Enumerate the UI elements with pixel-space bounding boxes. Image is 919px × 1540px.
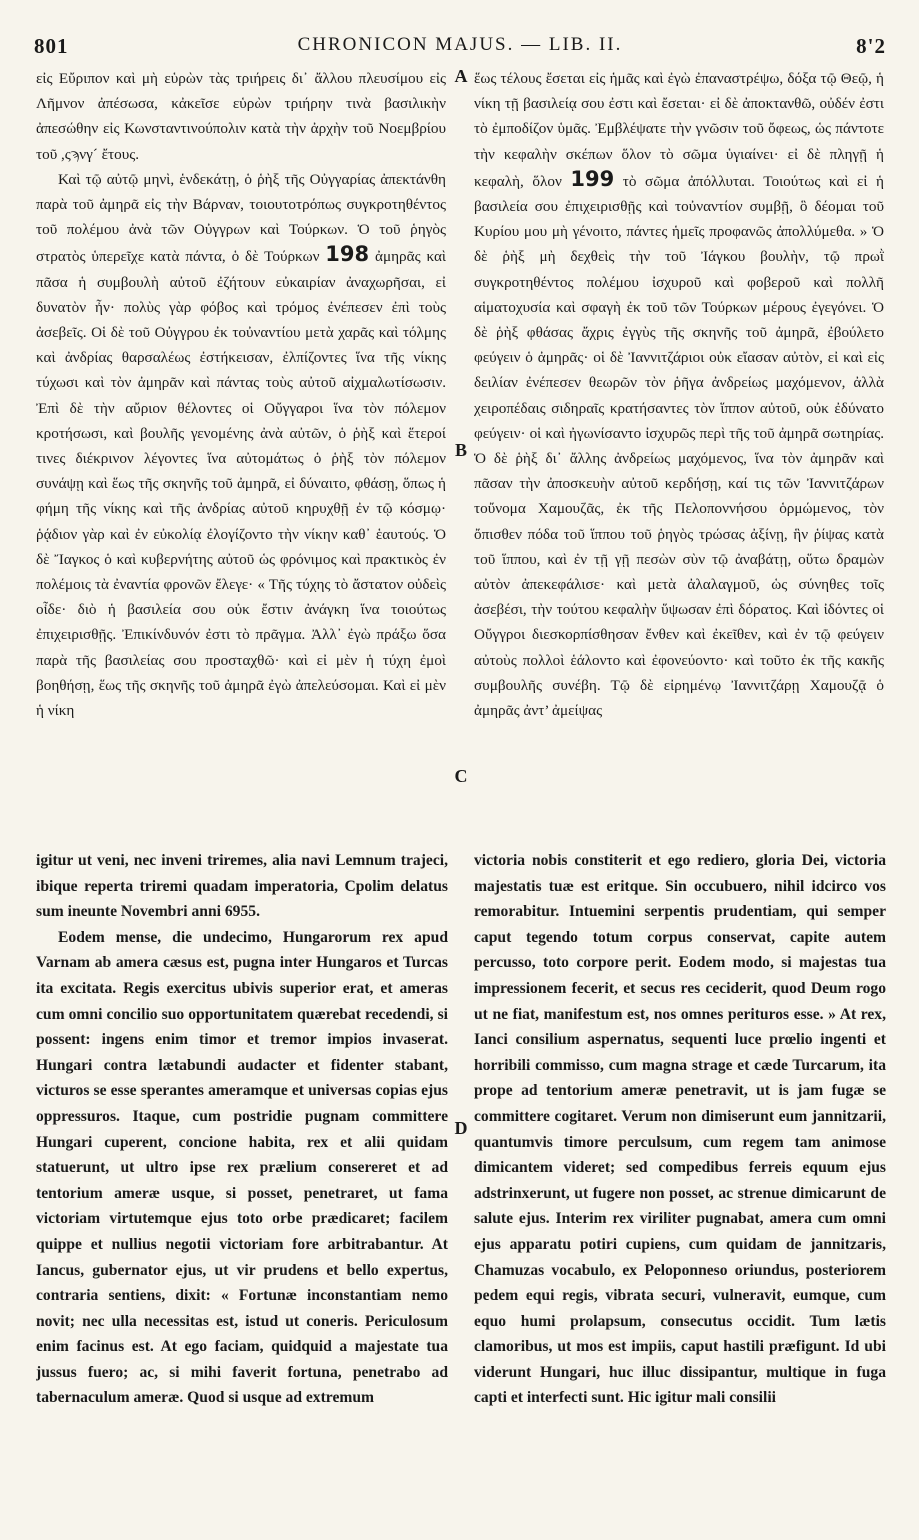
- greek-text: Καὶ τῷ αὐτῷ μηνὶ, ἑνδεκάτῃ, ὁ ῥὴξ τῆς Οὐγγαρίας ἀπεκτάνθη παρὰ τοῦ ἀμηρᾶ εἰς τὴν Βάρναν, τοιουτοτρόπως συγκροτηθέντος τοῦ πολέμου ἀνὰ τῶν Οὐγγρων καὶ Τούρκων. Ὁ τοῦ ῥηγὸς στρατὸς ὑπερεῖχε κατὰ πάντα, ὁ δὲ Τούρκων: [36, 170, 446, 266]
- greek-text: ἀμηρᾶς καὶ πᾶσα ἡ συμβουλὴ αὐτοῦ ἐζήτουν εὐκαιρίαν ἀναχωρῆσαι, εἰ δυνατὸν ἦν· πολὺς γὰρ φόβος καὶ τρόμος ἐνέπεσεν ἐπὶ τοὺς ἀσεβεῖς. Οἱ δὲ τοῦ Οὐγγρου ἐκ τοὐναντίου μετὰ χαρᾶς καὶ τόλμης καὶ ἀνδρίας θαρσαλέως ἐστήκεισαν, ἐλπίζοντες ἵνα τῆς νίκης τύχωσι καὶ τὸν ἀμηρᾶν καὶ πάντας τοὺς αὐτοῦ αἰχμαλωτίσωσιν. Ἐπὶ δὲ τὴν αὔριον θέλοντες οἱ Οὔγγαροι ἵνα τὸν πόλεμον κροτήσωσι, καὶ βουλῆς γενομένης ἀνὰ αὐτῶν, ὁ ῥὴξ καὶ ἕτεροί τινες διέκρινον λέγοντες ἵνα αὐτομάτως ὁ ῥὴξ τὸν πόλεμον συνάψῃ καὶ ἕως τῆς σκηνῆς τοῦ ἀμηρᾶ, εἰ δύναιτο, φθάσῃ, ὅπως ἡ φήμη τῆς νίκης καὶ τῆς ἀνδρίας αὐτοῦ κηρυχθῇ ἐν τῷ κόσμῳ· ῥᾴδιον γὰρ καὶ ἐν εὐκολίᾳ ἐλογίζοντο τὴν νίκην καθ᾽ ἑαυτούς. Ὁ δὲ Ἴαγκος ὁ καὶ κυβερνήτης αὐτοῦ ὡς φρόνιμος καὶ πρακτικὸς ἐν πολέμοις τὰ ἐναντία φρονῶν ἔλεγε· « Τῆς τύχης τὸ ἄστατον οὐδεὶς οἶδε· διὸ ἡ βασιλεία σου οὐκ ἔστιν ἀνάγκη ἵνα τοιούτως ἐπιχειρισθῇς. Ἐπικίνδυνόν ἐστι τὸ πρᾶγμα. Ἀλλ᾽ ἐγὼ πράξω ὅσα παρὰ τῆς βασιλείας σου προσταχθῶ· καὶ εἰ μὲν ἡ τύχη ἐμοὶ βοηθήσῃ, ἕως τῆς σκηνῆς τοῦ ἀμηρᾶ ἐγὼ ἀπελεύσομαι. Καὶ εἰ μὲν ἡ νίκη: [36, 248, 446, 720]
- latin-paragraph: igitur ut veni, nec inveni triremes, alia navi Lemnum trajeci, ibique reperta triremi quadam imperatoria, Cpolim delatus sum ineunte Novembri anni 6955.: [36, 852, 448, 921]
- margin-letter-b: B: [454, 440, 467, 460]
- page-number-right: 8'2: [856, 34, 886, 58]
- greek-text: ἕως τέλους ἔσεται εἰς ἡμᾶς καὶ ἐγὼ ἐπαναστρέψω, δόξα τῷ Θεῷ, ἡ νίκη τῇ βασιλείᾳ σου ἐστι καὶ ἔσεται· εἰ δὲ ἀποκτανθῶ, οὐδέν ἐστι τὸ ἐμποδίζον ὑμᾶς. Ἐμβλέψατε τὴν γνῶσιν τοῦ ὄφεως, ὡς πάντοτε τὴν κεφαλὴν σκέπων ὅλον τὸ σῶμα ὑγιαίνει· εἰ δὲ πληγῇ ἡ κεφαλὴ, ὅλον: [474, 70, 884, 190]
- greek-paragraph: [36, 167, 446, 723]
- running-title: CHRONICON MAJUS. — LIB. II.: [297, 34, 623, 55]
- latin-paragraph: victoria nobis constiterit et ego rediero, gloria Dei, victoria majestatis tuæ est eritque. Sin occubuero, nihil idcirco vos remorabitur. Intuemini serpentis prudentiam, qui semper caput tegendo totum corpus conservat, capite autem percusso, toto corpore perit. Eodem modo, si majestas tua impressionem fecerit, et secus res ceciderit, quod Deum rogo ut ne fiat, manifestum est, nos omnes perituros esse. » At rex, Ianci consilium aspernatus, sequenti luce prœlio ingenti et horribili commisso, cum magna strage et cæde Turcarum, ita prope ad tentorium ameræ penetravit, ut is jam fugæ se committere cogitaret. Verum non dimiserunt eum jannitzarii, quantumvis timore perculsum, cum regem tam animose dimicantem videret; sed compedibus ferreis equum ejus adstrinxerunt, ut fugere non posset, ac strenue dimicarunt de salute ejus. Interim rex viriliter pugnabat, amera cum omni ejus apparatu potiri cupiens, cum quidam de jannitzaris, Chamuzas vocabulo, ex Peloponneso oriundus, posteriorem pedem equi regis, vibrata securi, vulneravit, eumque, cum equo humi prolapsum, consecutus occidit. Tum lætis clamoribus, ut mos est impiis, caput hastili præfigunt. Id ubi viderunt Hungari, huc illuc dissipantur, multique in fuga capti et interfecti sunt. Hic igitur mali consilii: [474, 852, 886, 1407]
- greek-column-left: [36, 66, 446, 828]
- margin-letter-c: C: [454, 766, 468, 786]
- greek-paragraph: εἰς Εὔριπον καὶ μὴ εὑρὼν τὰς τριήρεις δι᾽ ἄλλου πλευσίμου εἰς Λῆμνον ἀπέσωσα, κἀκεῖσε εὑρὼν τριήρην τινὰ βασιλικὴν ἀπεσώθην εἰς Κωνσταντινούπολιν κατὰ τὴν ἀρχὴν τοῦ Νοεμβρίου τοῦ ,ςϡνγ´ ἔτους.: [36, 70, 446, 163]
- reference-number: 199: [570, 166, 615, 191]
- page-number-left: 801: [34, 34, 69, 58]
- greek-column-right: [474, 66, 884, 828]
- latin-column-left: [36, 848, 448, 1520]
- latin-paragraph: Eodem mense, die undecimo, Hungarorum rex apud Varnam ab amera cæsus est, pugna inter Hungaros et Turcas ita excitata. Regis exercitus ubivis superior erat, et ameras cum omni concilio suo opportunitatem quærebat recedendi, si possent: ingens enim timor et tremor impios invaserat. Hungari contra lætabundi audacter et fidenter stabant, victuros se esse sperantes ameramque et universas copias ejus oppressuros. Itaque, cum postridie pugnam committere Hungari cuperent, concione habita, rex et alii quidam statuerunt, ut ultro ipse rex prælium consereret et ad tentorium ameræ usque, si posset, penetraret, ut fama victoriam virtutemque ejus toto orbe prædicaret; facilem quippe et nullius negotii victoriam fore arbitrabantur. At Iancus, gubernator ejus, ut vir prudens et bello expertus, contraria sentiens, dixit: « Fortunæ inconstantiam nemo novit; nec ulla necessitas est, istud ut coneris. Periculosum enim facinus est. At ego faciam, quidquid a majestate tua jussus fuero; ac, si mihi faverit fortuna, penetrabo ad tabernaculum ameræ. Quod si usque ad extremum: [36, 928, 448, 1407]
- greek-text: τὸ σῶμα ἀπόλλυται. Τοιούτως καὶ εἰ ἡ βασιλεία σου ἐπιχειρισθῇς καὶ τοὐναντίον συμβῇ, ὃ δέομαι τοῦ Κυρίου μου μὴ γένοιτο, πάντες ἡμεῖς προφανῶς ἀπολλύμεθα. » Ὁ δὲ ῥὴξ μὴ δεχθεὶς τὴν τοῦ Ἰάγκου βουλὴν, τῷ πρωῒ συγκροτηθέντος πολέμου ἰσχυροῦ καὶ φοβεροῦ καὶ πολλῆ αἱματοχυσία καὶ σφαγὴ ἐκ τοῦ τῶν Τούρκων μέρους ἐγεγόνει. Ὁ δὲ ῥὴξ φθάσας ἄχρις ἐγγὺς τῆς σκηνῆς τοῦ ἀμηρᾶ, ἐβούλετο φεύγειν ὁ ἀμηρᾶς· οἱ δὲ Ἰαννιτζάριοι οὐκ εἴασαν αὐτὸν, εἰ καὶ εἰς δειλίαν ἐνέπεσεν θεωρῶν τὸν ῥῆγα ἀνδρείως μαχόμενον, ἀλλὰ χειροπέδαις σιδηραῖς κρατήσαντες τὸν ἵππον αὐτοῦ, οὐκ ἐδύνατο φεύγειν· οἱ καὶ ἠγωνίσαντο ἰσχυρῶς περὶ τῆς τοῦ ἀμηρᾶ σωτηρίας. Ὁ δὲ ῥὴξ δι᾽ ἄλλης ἀνδρείως μαχόμενος, ἵνα τὸν ἀμηρᾶν καὶ πᾶσαν τὴν ἀποσκευὴν αὐτοῦ κερδήσῃ, καί τις τῶν Ἰαννιτζάρων τοὔνομα Χαμουζᾶς, ἐκ τῆς Πελοποννήσου ὁρμώμενος, τὸν ὄπισθεν πόδα τοῦ ἵππου τοῦ ῥηγὸς τρώσας ἀξίνῃ, ἣν ῥίψας κατὰ τοῦ ἵππου, καὶ ἐν τῇ γῇ πεσὼν σὺν τῷ ἀναβάτῃ, οὕτω δραμὼν αὐτὸν ἀπεκεφάλισε· καὶ μετὰ ἀλαλαγμοῦ, ὡς σύνηθες τοῖς ἀσεβέσι, τὴν τούτου κεφαλὴν ὕψωσαν ἐπὶ δόρατος. Καὶ ἰδόντες οἱ Οὔγγροι διεσκορπίσθησαν ἔνθεν καὶ ἐκεῖθεν, καὶ ἐν τῷ φεύγειν αὐτοὺς πολλοὶ ἑάλοντο καὶ ἐφονεύοντο· καὶ τοῦτο ἐκ τῆς κακῆς συμβουλῆς συνέβη. Τῷ δὲ εἰρημένῳ Ἰαννιτζάρῃ Χαμουζᾷ ὁ ἀμηρᾶς ἀντ’ ἀμείψας: [474, 172, 884, 720]
- latin-column-right: [474, 848, 886, 1520]
- margin-letter-a: A: [454, 66, 468, 86]
- margin-letter-d: D: [454, 1118, 468, 1138]
- greek-paragraph: [474, 66, 884, 723]
- reference-number: 198: [325, 242, 370, 267]
- running-head: [34, 34, 886, 60]
